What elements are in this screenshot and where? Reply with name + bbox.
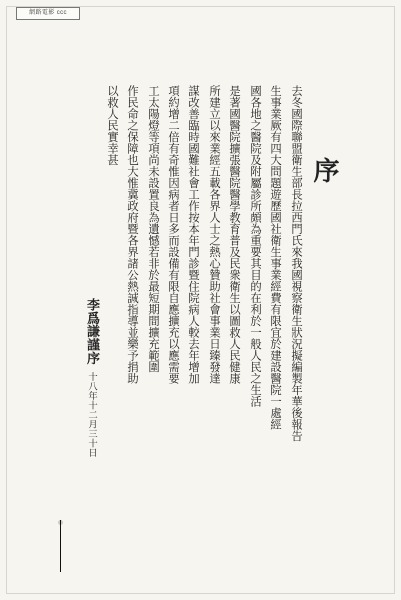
library-stamp: 網路電影 ccc [16,7,80,20]
text-column-3: 國各地之醫院及附屬診所頗為重要其目的在利於一般人民之生活 [249,85,262,407]
text-column-7: 項約增二倍有奇惟因病者日多而設備有限自應擴充以應需要 [167,85,180,384]
signature-date: 十八年十二月三十日 [86,372,97,458]
text-column-4: 是著國醫院擴張醫院醫學教育普及民衆衛生以圖救人民健康 [228,85,241,384]
page-title: 序 [309,157,339,184]
page-border [6,6,395,594]
text-column-1: 去冬國際聯盟衛生部長拉西門氏來我國視察衛生狀況擬編製年華後報告 [290,85,303,442]
page-mark [60,520,61,572]
author-signature: 李爲謙謹序 [84,298,99,365]
text-column-8: 工太陽燈等項尚未設置良為遺憾若非於最短期間擴充範圍 [147,85,160,373]
text-column-10: 以救人民實幸甚 [106,85,119,166]
page-mark-dot [58,520,63,525]
text-column-2: 生事業厥有四大問題遊歷國社衛生事業經費有限宜於建設醫院一處經 [269,85,282,430]
text-column-9: 作民命之保障也大惟冀政府暨各界諸公熱誠指導並樂予捐助 [126,85,139,384]
text-column-6: 謀改善臨時國難社會工作按本年門診暨住院病人較去年增加 [187,85,200,384]
text-column-5: 所建立以來業經五載各界人士之熱心贊助社會事業日臻發達 [208,85,221,384]
